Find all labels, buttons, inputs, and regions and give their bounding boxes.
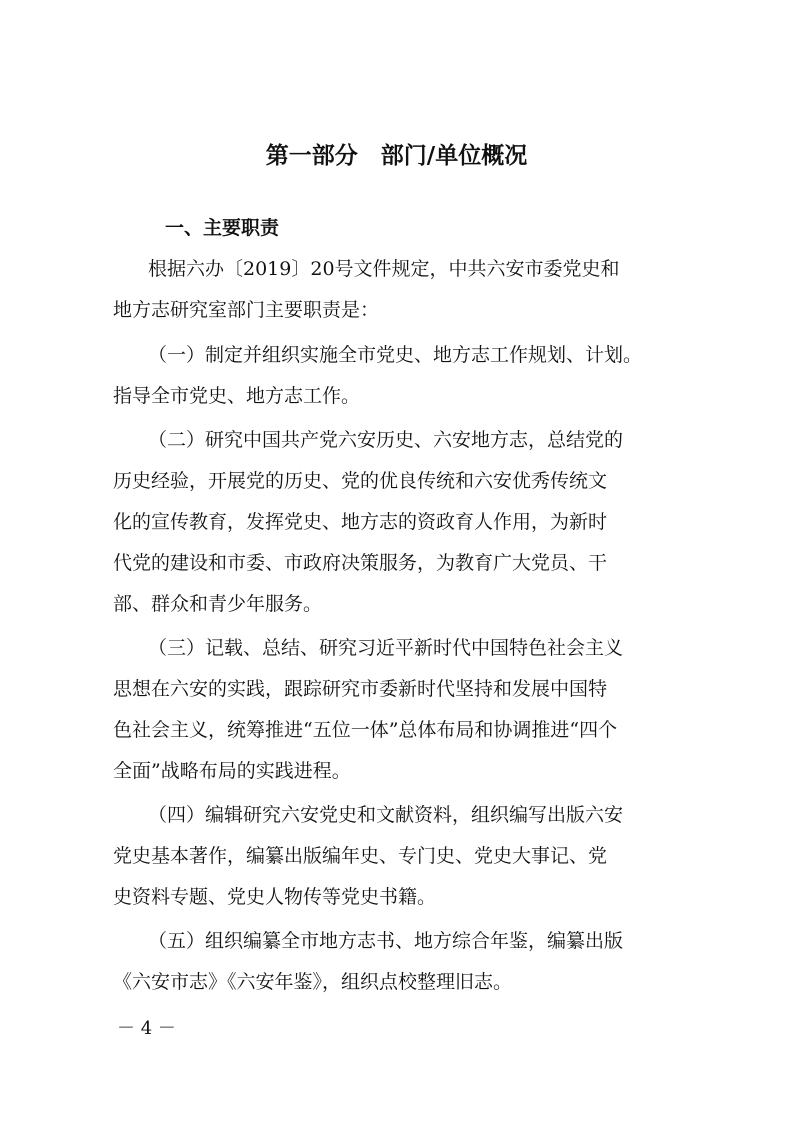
paragraph-line: （三）记载、总结、研究习近平新时代中国特色社会主义	[148, 637, 624, 659]
paragraph-line: 《六安市志》《六安年鉴》，组织点校整理旧志。	[113, 971, 513, 993]
paragraph-line: 根据六办〔2019〕20号文件规定，中共六安市委党史和	[148, 258, 620, 280]
paragraph-line: 部、群众和青少年服务。	[113, 593, 323, 615]
paragraph-line: 全面”战略布局的实践进程。	[113, 760, 351, 782]
page-title: 第一部分 部门/单位概况	[265, 143, 528, 169]
paragraph-line: （五）组织编纂全市地方志书、地方综合年鉴，编纂出版	[148, 930, 624, 952]
paragraph-line: （二）研究中国共产党六安历史、六安地方志，总结党的	[148, 429, 624, 451]
paragraph-line: 指导全市党史、地方志工作。	[113, 385, 361, 407]
paragraph-line: （一）制定并组织实施全市党史、地方志工作规划、计划。	[148, 344, 643, 366]
paragraph-line: 思想在六安的实践，跟踪研究市委新时代坚持和发展中国特	[113, 678, 608, 700]
paragraph-line: （四）编辑研究六安党史和文献资料，组织编写出版六安	[148, 804, 624, 826]
paragraph-line: 化的宣传教育，发挥党史、地方志的资政育人作用，为新时	[113, 511, 608, 533]
paragraph-line: 历史经验，开展党的历史、党的优良传统和六安优秀传统文	[113, 470, 608, 492]
paragraph-line: 代党的建设和市委、市政府决策服务，为教育广大党员、干	[113, 552, 608, 574]
paragraph-line: 地方志研究室部门主要职责是：	[113, 299, 380, 321]
paragraph-line: 史资料专题、党史人物传等党史书籍。	[113, 886, 437, 908]
paragraph-line: 色社会主义，统筹推进“五位一体”总体布局和协调推进“四个	[113, 719, 618, 741]
section-heading: 一、主要职责	[165, 217, 280, 239]
paragraph-line: 党史基本著作，编纂出版编年史、专门史、党史大事记、党	[113, 845, 608, 867]
page-number: － 4 －	[117, 1018, 176, 1039]
